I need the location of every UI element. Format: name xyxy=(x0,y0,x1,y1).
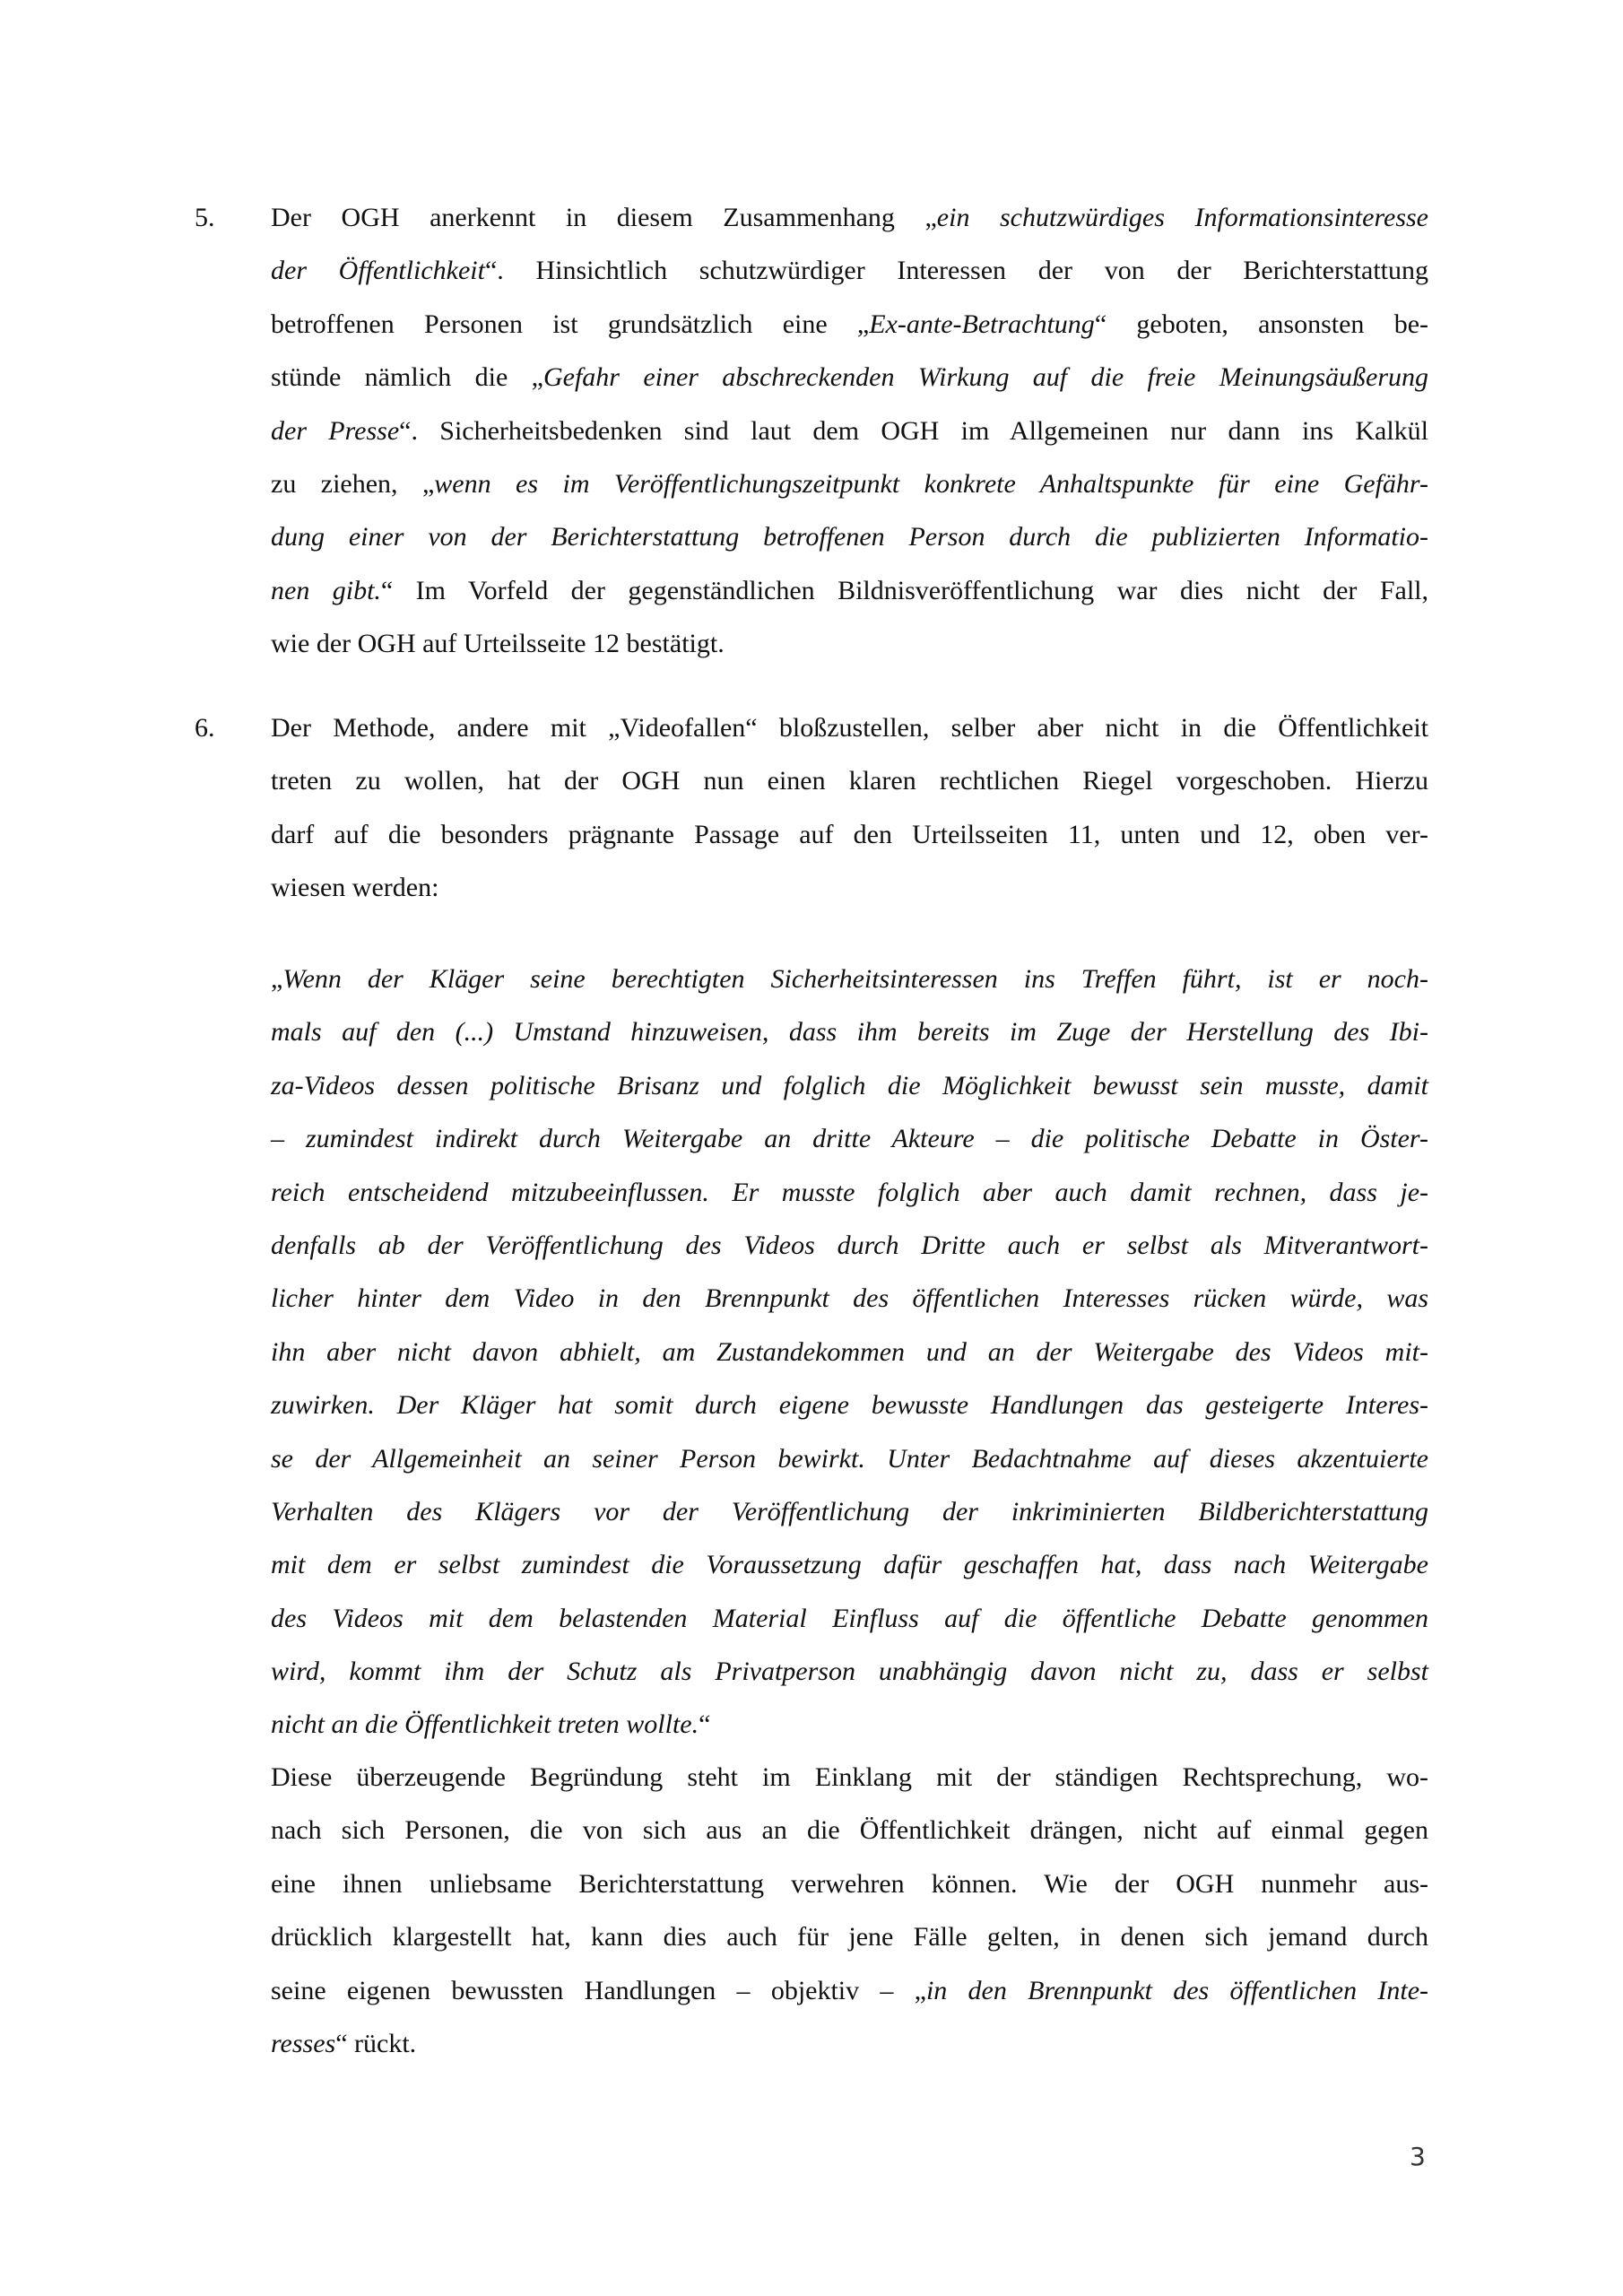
text-segment: wie der OGH auf Urteilsseite 12 bestätigt. xyxy=(271,629,725,659)
italic-text-segment: Wenn der Kläger seine berechtigten Sicherheitsinteressen ins Treffen führt, ist er noch- xyxy=(282,964,1428,994)
text-line xyxy=(271,952,1428,1005)
text-line xyxy=(271,564,1428,617)
text-segment: seine eigenen bewussten Handlungen – objektiv – „ xyxy=(271,1975,926,2005)
italic-text-segment: se der Allgemeinheit an seiner Person bewirkt. Unter Bedachtnahme auf dieses akzentuierte xyxy=(271,1443,1428,1474)
italic-text-segment: wird, kommt ihm der Schutz als Privatperson unabhängig davon nicht zu, dass er selbst xyxy=(271,1657,1428,1687)
text-segment: darf auf die besonders prägnante Passage auf den Urteilsseiten 11, unten und 12, oben ver- xyxy=(271,819,1428,849)
conclusion-text xyxy=(271,1751,1428,2070)
text-line xyxy=(271,1326,1428,1378)
text-segment: treten zu wollen, hat der OGH nun einen klaren rechtlichen Riegel vorgeschoben. Hierzu xyxy=(271,766,1428,796)
text-line xyxy=(271,1112,1428,1165)
paragraph-number-5: 5. xyxy=(195,203,215,232)
italic-text-segment: in den Brennpunkt des öffentlichen Inte- xyxy=(925,1975,1428,2005)
italic-text-segment: mals auf den (...) Umstand hinzuweisen, dass ihm bereits im Zuge der Herstellung des Ibi- xyxy=(271,1017,1428,1048)
italic-text-segment: denfalls ab der Veröffentlichung des Videos durch Dritte auch er selbst als Mitverantwort- xyxy=(271,1230,1428,1260)
text-segment: “ geboten, ansonsten be- xyxy=(1094,309,1428,339)
text-line xyxy=(271,1485,1428,1538)
italic-text-segment: nen gibt. xyxy=(271,575,381,605)
text-segment: eine ihnen unliebsame Berichterstattung verwehren können. Wie der OGH nunmehr aus- xyxy=(271,1868,1428,1899)
text-line xyxy=(271,1272,1428,1325)
text-line xyxy=(271,404,1428,457)
text-line xyxy=(271,1166,1428,1219)
text-line xyxy=(271,754,1428,807)
text-line xyxy=(271,617,1428,670)
text-segment: stünde nämlich die „ xyxy=(271,362,543,393)
italic-text-segment: zuwirken. Der Kläger hat somit durch eigene bewusste Handlungen das gesteigerte Interes- xyxy=(271,1390,1428,1421)
text-segment: “. Hinsichtlich schutzwürdiger Interessen der von der Berichterstattung xyxy=(484,256,1428,286)
paragraph-6-text xyxy=(271,701,1428,915)
text-line xyxy=(271,1432,1428,1485)
italic-text-segment: ein schutzwürdiges Informationsinteresse xyxy=(936,203,1428,232)
text-line xyxy=(271,1378,1428,1431)
text-segment: nach sich Personen, die von sich aus an die Öffentlichkeit drängen, nicht auf einmal gegen xyxy=(271,1815,1428,1846)
text-line xyxy=(271,191,1428,244)
text-line xyxy=(271,1751,1428,1804)
italic-text-segment: Ex-ante-Betrachtung xyxy=(869,309,1095,339)
text-line xyxy=(271,808,1428,861)
paragraph-number-6: 6. xyxy=(195,713,215,743)
text-line xyxy=(271,1538,1428,1591)
text-line xyxy=(271,1804,1428,1857)
italic-text-segment: mit dem er selbst zumindest die Voraussetzung dafür geschaffen hat, dass nach Weitergabe xyxy=(271,1550,1428,1580)
italic-text-segment: resses xyxy=(271,2028,336,2058)
italic-text-segment: wenn es im Veröffentlichungszeitpunkt konkrete Anhaltspunkte für eine Gefähr- xyxy=(434,468,1428,499)
italic-text-segment: reich entscheidend mitzubeeinflussen. Er musste folglich aber auch damit rechnen, dass je- xyxy=(271,1177,1428,1207)
text-line xyxy=(271,1005,1428,1058)
page-number: 3 xyxy=(1410,2142,1426,2171)
text-line xyxy=(271,351,1428,404)
text-line xyxy=(271,1964,1428,2017)
block-quote xyxy=(271,952,1428,1752)
italic-text-segment: der Öffentlichkeit xyxy=(271,256,485,286)
text-segment: drücklich klargestellt hat, kann dies auch für jene Fälle gelten, in denen sich jemand durch xyxy=(271,1922,1428,1952)
text-segment: Der OGH anerkennt in diesem Zusammenhang „ xyxy=(271,203,937,232)
text-segment: “ rückt. xyxy=(335,2028,417,2058)
italic-text-segment: der Presse xyxy=(271,415,400,446)
italic-text-segment: licher hinter dem Video in den Brennpunkt des öffentlichen Interesses rücken würde, was xyxy=(271,1283,1428,1314)
italic-text-segment: Verhalten des Klägers vor der Veröffentlichung der inkriminierten Bildberichterstattung xyxy=(271,1496,1428,1526)
text-segment: „ xyxy=(271,964,283,994)
text-line xyxy=(271,2017,1428,2070)
italic-text-segment: ihn aber nicht davon abhielt, am Zustandekommen und an der Weitergabe des Videos mit- xyxy=(271,1336,1428,1367)
text-segment: Der Methode, andere mit „Videofallen“ bloßzustellen, selber aber nicht in die Öffentlichkeit xyxy=(271,713,1428,743)
text-line xyxy=(271,457,1428,510)
text-line xyxy=(271,1219,1428,1272)
italic-text-segment: des Videos mit dem belastenden Material Einfluss auf die öffentliche Debatte genommen xyxy=(271,1603,1428,1633)
italic-text-segment: nicht an die Öffentlichkeit treten wollte. xyxy=(271,1709,699,1740)
italic-text-segment: dung einer von der Berichterstattung betroffenen Person durch die publizierten Informatio- xyxy=(271,522,1428,552)
text-line xyxy=(271,1059,1428,1112)
text-line xyxy=(271,1645,1428,1698)
text-segment: “ xyxy=(699,1709,711,1740)
italic-text-segment: Gefahr einer abschreckenden Wirkung auf die freie Meinungsäußerung xyxy=(542,362,1428,393)
text-line xyxy=(271,1592,1428,1645)
italic-text-segment: – zumindest indirekt durch Weitergabe an dritte Akteure – die politische Debatte in Öster- xyxy=(271,1124,1428,1154)
text-segment: wiesen werden: xyxy=(271,873,439,903)
text-line xyxy=(271,701,1428,754)
text-segment: Diese überzeugende Begründung steht im Einklang mit der ständigen Rechtsprechung, wo- xyxy=(271,1762,1428,1792)
text-segment: zu ziehen, „ xyxy=(271,468,435,499)
text-segment: “. Sicherheitsbedenken sind laut dem OGH im Allgemeinen nur dann ins Kalkül xyxy=(399,415,1428,446)
italic-text-segment: za-Videos dessen politische Brisanz und folglich die Möglichkeit bewusst sein musste, damit xyxy=(271,1070,1428,1100)
text-line xyxy=(271,861,1428,914)
paragraph-5-text xyxy=(271,191,1428,671)
text-line xyxy=(271,1910,1428,1963)
text-line xyxy=(271,298,1428,351)
text-line xyxy=(271,1698,1428,1751)
text-segment: “ Im Vorfeld der gegenständlichen Bildnisveröffentlichung war dies nicht der Fall, xyxy=(380,575,1428,605)
text-line xyxy=(271,510,1428,563)
text-segment: betroffenen Personen ist grundsätzlich eine „ xyxy=(271,309,870,339)
text-line xyxy=(271,244,1428,297)
text-line xyxy=(271,1857,1428,1910)
